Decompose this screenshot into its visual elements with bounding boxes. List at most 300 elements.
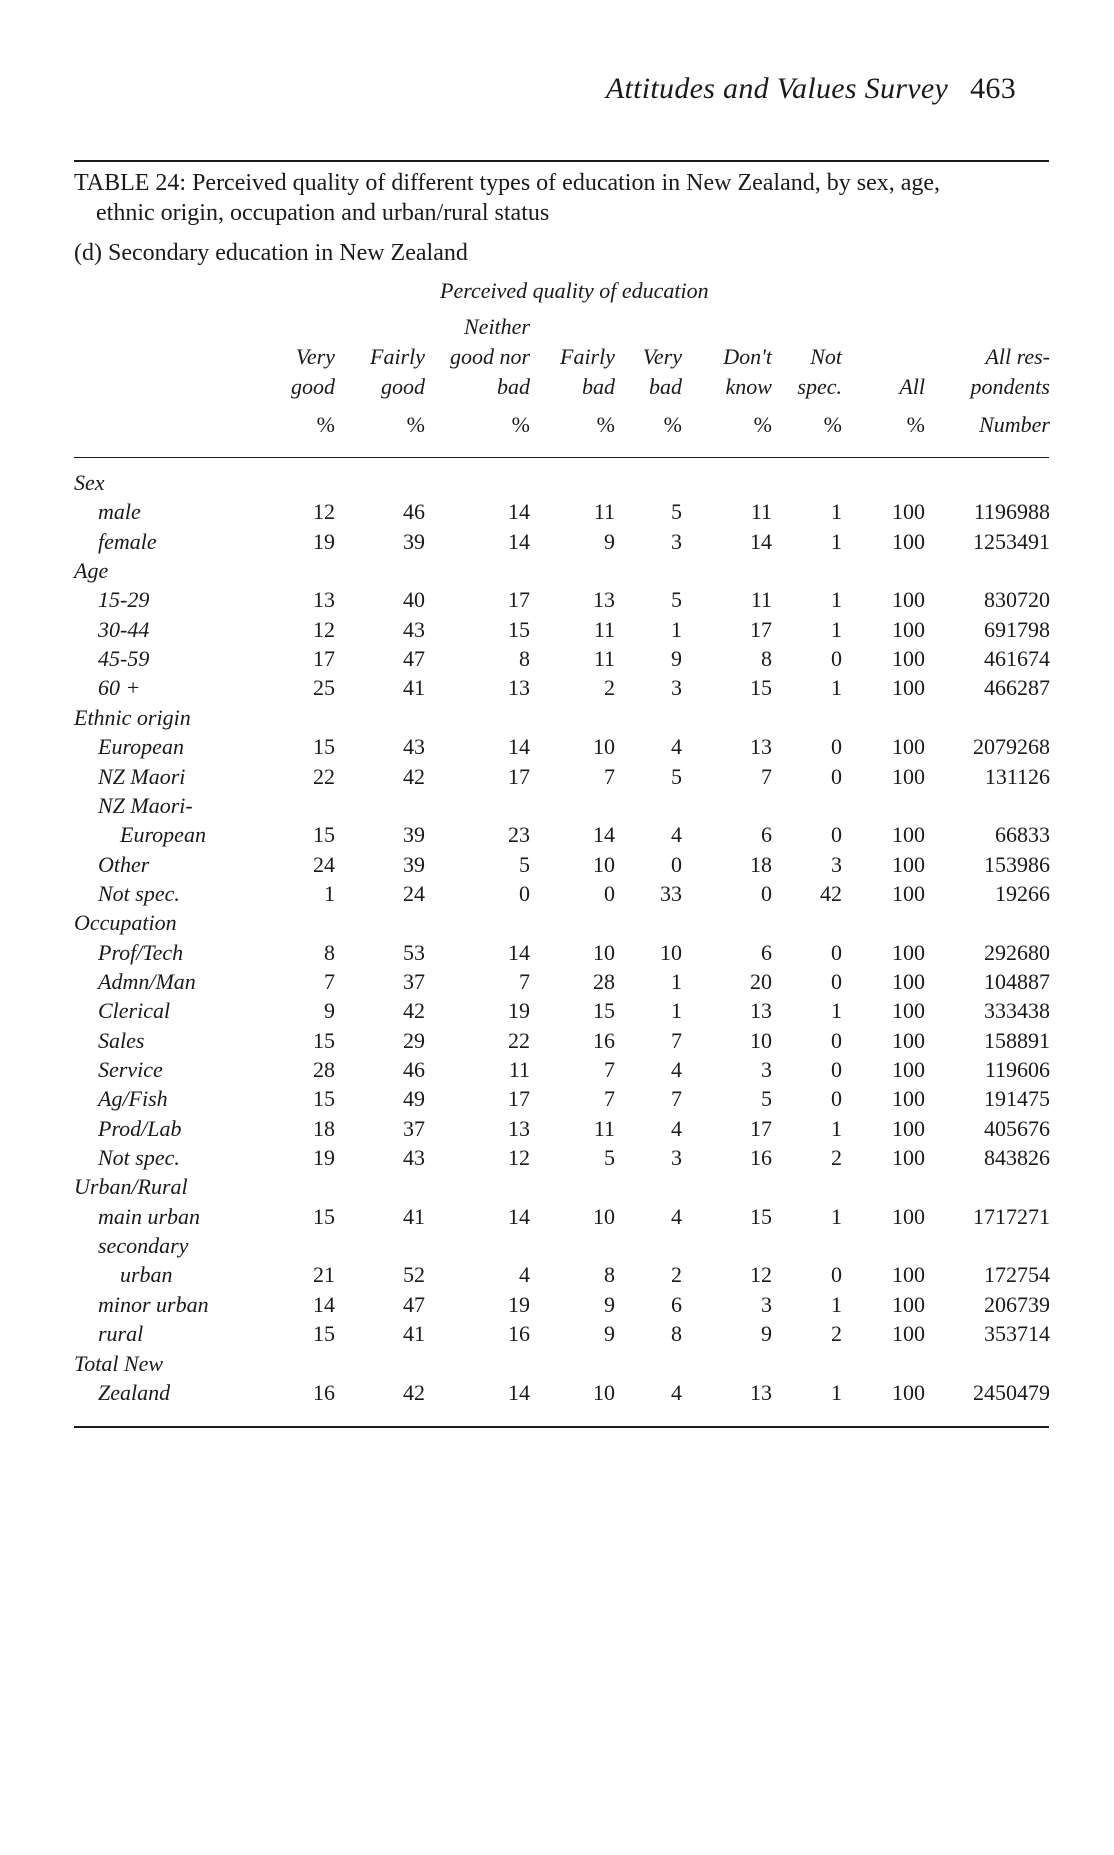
column-header-line <box>772 312 842 342</box>
table-cell: 3 <box>671 528 682 554</box>
table-row <box>0 822 1114 852</box>
table-cell: 6 <box>671 1291 682 1317</box>
column-unit: % <box>663 412 682 437</box>
table-cell: 40 <box>403 587 425 613</box>
table-cell: 43 <box>403 616 425 642</box>
column-header <box>692 312 772 402</box>
table-row <box>0 1086 1114 1116</box>
row-label: NZ Maori- <box>98 792 193 818</box>
table-cell: 46 <box>403 1057 425 1082</box>
table-cell: 14 <box>508 1379 530 1405</box>
row-group-label: Sex <box>74 470 105 495</box>
table-cell: 0 <box>831 1057 842 1082</box>
table-cell: 15 <box>313 1086 335 1112</box>
row-label: secondary <box>98 1233 189 1259</box>
row-label: rural <box>98 1321 144 1347</box>
table-cell: 10 <box>593 851 615 877</box>
table-cell: 10 <box>593 1379 615 1405</box>
table-cell: 19266 <box>995 880 1050 906</box>
table-cell: 0 <box>604 880 615 906</box>
column-header-line: good <box>381 374 425 399</box>
row-label: Prod/Lab <box>98 1115 182 1141</box>
table-cell: 21 <box>313 1262 335 1288</box>
table-cell: 39 <box>403 851 425 877</box>
table-cell: 3 <box>761 1057 772 1082</box>
column-header <box>430 312 530 402</box>
table-cell: 10 <box>593 734 615 760</box>
row-label: 15-29 <box>98 587 150 613</box>
table-cell: 9 <box>324 998 335 1024</box>
table-cell: 15 <box>508 616 530 642</box>
table-cell: 5 <box>671 587 682 613</box>
column-unit: % <box>511 412 530 437</box>
column-header-line: bad <box>649 374 682 399</box>
column-spanner: Perceived quality of education <box>440 278 709 303</box>
row-label: Service <box>98 1057 163 1082</box>
row-group-label: Occupation <box>74 910 177 936</box>
row-label: 30-44 <box>98 616 150 642</box>
table-cell: 24 <box>313 851 335 877</box>
table-row <box>0 1057 1114 1087</box>
row-label: 60 + <box>98 675 141 701</box>
table-cell: 1 <box>671 616 682 642</box>
column-unit: % <box>596 412 615 437</box>
column-header-line: good <box>291 374 335 399</box>
table-cell: 17 <box>750 1115 772 1141</box>
table-cell: 11 <box>750 587 772 613</box>
table-cell: 100 <box>892 1379 925 1405</box>
column-unit: Number <box>979 412 1050 437</box>
column-header-line: know <box>725 374 772 399</box>
table-cell: 13 <box>750 1379 772 1405</box>
table-cell: 100 <box>892 646 925 672</box>
column-unit: % <box>753 412 772 437</box>
table-cell: 42 <box>403 763 425 789</box>
table-cell: 0 <box>831 939 842 965</box>
table-cell: 4 <box>671 1379 682 1405</box>
table-cell: 9 <box>604 1291 615 1317</box>
table-cell: 206739 <box>984 1291 1050 1317</box>
row-label: Other <box>98 851 150 877</box>
table-cell: 10 <box>750 1027 772 1053</box>
table-row <box>0 529 1114 559</box>
table-cell: 42 <box>820 880 842 906</box>
table-row <box>0 675 1114 705</box>
table-cell: 7 <box>671 1027 682 1053</box>
table-cell: 843826 <box>984 1145 1050 1171</box>
table-cell: 131126 <box>984 763 1050 789</box>
column-header-line: Very <box>295 344 335 369</box>
row-label: urban <box>120 1262 173 1288</box>
table-cell: 43 <box>403 1145 425 1171</box>
table-cell: 20 <box>750 968 772 994</box>
table-caption <box>74 168 1049 228</box>
column-unit: % <box>406 412 425 437</box>
table-cell: 353714 <box>984 1321 1050 1347</box>
row-label: Admn/Man <box>98 968 196 994</box>
table-cell: 0 <box>831 734 842 760</box>
table-cell: 18 <box>313 1115 335 1141</box>
table-cell: 53 <box>403 939 425 965</box>
table-cell: 14 <box>508 528 530 554</box>
table-cell: 39 <box>403 528 425 554</box>
header-rule <box>74 457 1049 458</box>
column-header-line <box>265 312 335 342</box>
table-subtitle: (d) Secondary education in New Zealand <box>74 240 468 266</box>
table-cell: 8 <box>519 646 530 672</box>
table-row <box>0 558 1114 588</box>
table-cell: 100 <box>892 1115 925 1141</box>
table-cell: 0 <box>831 1027 842 1053</box>
row-group-label: Ethnic origin <box>74 704 191 730</box>
row-group-label: Age <box>74 558 109 584</box>
table-cell: 153986 <box>984 851 1050 877</box>
top-rule <box>74 160 1049 162</box>
table-row <box>0 881 1114 911</box>
table-cell: 19 <box>313 1145 335 1171</box>
table-cell: 28 <box>313 1057 335 1082</box>
table-cell: 29 <box>403 1027 425 1053</box>
table-cell: 17 <box>508 763 530 789</box>
table-cell: 100 <box>892 939 925 965</box>
table-cell: 39 <box>403 822 425 848</box>
table-cell: 691798 <box>984 616 1050 642</box>
table-cell: 13 <box>508 675 530 701</box>
table-cell: 100 <box>892 998 925 1024</box>
table-cell: 461674 <box>984 646 1050 672</box>
table-cell: 13 <box>750 998 772 1024</box>
table-cell: 3 <box>761 1291 772 1317</box>
table-cell: 11 <box>508 1057 530 1082</box>
table-cell: 7 <box>519 968 530 994</box>
bottom-rule <box>74 1426 1049 1428</box>
table-cell: 28 <box>593 968 615 994</box>
table-cell: 100 <box>892 1321 925 1347</box>
table-cell: 14 <box>508 499 530 525</box>
row-label: Sales <box>98 1027 145 1053</box>
table-cell: 5 <box>671 763 682 789</box>
table-cell: 1 <box>324 880 335 906</box>
column-header <box>865 312 925 402</box>
table-cell: 15 <box>313 1321 335 1347</box>
table-cell: 15 <box>313 734 335 760</box>
table-cell: 37 <box>403 968 425 994</box>
table-cell: 100 <box>892 734 925 760</box>
table-cell: 7 <box>761 763 772 789</box>
row-label: minor urban <box>98 1291 209 1317</box>
table-cell: 19 <box>313 528 335 554</box>
column-header-line: spec. <box>797 374 842 399</box>
row-label: male <box>98 499 141 525</box>
table-cell: 7 <box>604 1086 615 1112</box>
table-row <box>0 1351 1114 1381</box>
table-cell: 4 <box>519 1262 530 1288</box>
table-cell: 1 <box>831 499 842 525</box>
table-row <box>0 617 1114 647</box>
table-cell: 100 <box>892 1145 925 1171</box>
table-cell: 2 <box>671 1262 682 1288</box>
column-header <box>920 312 1050 402</box>
table-cell: 466287 <box>984 675 1050 701</box>
table-cell: 4 <box>671 1057 682 1082</box>
table-cell: 22 <box>313 763 335 789</box>
column-header-line <box>345 312 425 342</box>
table-row <box>0 1145 1114 1175</box>
column-header-line: bad <box>497 374 530 399</box>
column-header-line: Fairly <box>370 344 425 369</box>
table-cell: 24 <box>403 880 425 906</box>
row-label: Not spec. <box>98 1145 180 1171</box>
table-row <box>0 1292 1114 1322</box>
table-cell: 1 <box>831 998 842 1024</box>
caption-line-2: ethnic origin, occupation and urban/rural status <box>96 200 550 226</box>
table-cell: 5 <box>671 499 682 525</box>
table-cell: 1253491 <box>973 528 1050 554</box>
running-head <box>606 72 1016 106</box>
table-cell: 100 <box>892 616 925 642</box>
table-row <box>0 646 1114 676</box>
table-cell: 13 <box>508 1115 530 1141</box>
row-label: Prof/Tech <box>98 939 184 965</box>
table-cell: 12 <box>508 1145 530 1171</box>
table-cell: 25 <box>313 675 335 701</box>
table-cell: 4 <box>671 822 682 848</box>
table-cell: 15 <box>313 1027 335 1053</box>
table-cell: 16 <box>750 1145 772 1171</box>
table-row <box>0 998 1114 1028</box>
table-cell: 100 <box>892 528 925 554</box>
table-cell: 42 <box>403 998 425 1024</box>
table-cell: 47 <box>403 646 425 672</box>
table-cell: 100 <box>892 1291 925 1317</box>
table-cell: 4 <box>671 1203 682 1229</box>
column-header-line: Neither <box>464 314 530 339</box>
table-row <box>0 705 1114 735</box>
table-cell: 100 <box>892 880 925 906</box>
table-row <box>0 1380 1114 1410</box>
table-cell: 1 <box>831 528 842 554</box>
table-row <box>0 969 1114 999</box>
column-header-line <box>920 312 1050 342</box>
table-cell: 7 <box>604 1057 615 1082</box>
table-cell: 17 <box>508 587 530 613</box>
table-cell: 158891 <box>984 1027 1050 1053</box>
table-cell: 46 <box>403 499 425 525</box>
table-cell: 1 <box>671 998 682 1024</box>
table-cell: 14 <box>508 734 530 760</box>
column-header-line <box>535 312 615 342</box>
table-cell: 15 <box>313 822 335 848</box>
row-label: NZ Maori <box>98 763 186 789</box>
table-cell: 2 <box>604 675 615 701</box>
table-cell: 100 <box>892 1262 925 1288</box>
table-cell: 11 <box>593 646 615 672</box>
table-cell: 100 <box>892 968 925 994</box>
table-cell: 14 <box>593 822 615 848</box>
table-cell: 13 <box>593 587 615 613</box>
row-label: female <box>98 528 157 554</box>
table-cell: 0 <box>831 1262 842 1288</box>
column-unit: % <box>823 412 842 437</box>
table-cell: 11 <box>593 616 615 642</box>
table-cell: 191475 <box>984 1086 1050 1112</box>
column-header-line: good nor <box>449 344 530 369</box>
column-header-line: pondents <box>970 374 1050 399</box>
table-cell: 12 <box>750 1262 772 1288</box>
table-cell: 37 <box>403 1115 425 1141</box>
table-cell: 13 <box>750 734 772 760</box>
table-cell: 1 <box>831 587 842 613</box>
table-row <box>0 1262 1114 1292</box>
table-cell: 43 <box>403 734 425 760</box>
table-row <box>0 1116 1114 1146</box>
table-cell: 17 <box>508 1086 530 1112</box>
table-cell: 15 <box>750 1203 772 1229</box>
table-cell: 2 <box>831 1145 842 1171</box>
table-row <box>0 499 1114 529</box>
page-number: 463 <box>970 72 1016 105</box>
table-cell: 16 <box>593 1027 615 1053</box>
column-header <box>622 312 682 402</box>
table-cell: 1 <box>831 1203 842 1229</box>
table-row <box>0 940 1114 970</box>
column-unit: % <box>316 412 335 437</box>
table-cell: 333438 <box>984 998 1050 1024</box>
table-cell: 15 <box>313 1203 335 1229</box>
table-cell: 1 <box>831 616 842 642</box>
table-cell: 17 <box>750 616 772 642</box>
table-cell: 49 <box>403 1086 425 1112</box>
table-cell: 100 <box>892 675 925 701</box>
table-cell: 100 <box>892 1057 925 1082</box>
table-cell: 23 <box>508 822 530 848</box>
table-cell: 0 <box>831 1086 842 1112</box>
table-cell: 100 <box>892 1027 925 1053</box>
table-cell: 292680 <box>984 939 1050 965</box>
table-cell: 41 <box>403 675 425 701</box>
table-cell: 100 <box>892 1203 925 1229</box>
table-row <box>0 1174 1114 1204</box>
table-cell: 14 <box>508 1203 530 1229</box>
table-cell: 15 <box>593 998 615 1024</box>
table-row <box>0 1233 1114 1263</box>
table-cell: 0 <box>519 880 530 906</box>
table-row <box>0 910 1114 940</box>
table-cell: 6 <box>761 939 772 965</box>
table-cell: 3 <box>831 851 842 877</box>
column-header-line <box>865 342 925 372</box>
row-label: Not spec. <box>98 880 180 906</box>
row-label: main urban <box>98 1203 201 1229</box>
table-cell: 2450479 <box>973 1379 1050 1405</box>
table-cell: 11 <box>593 499 615 525</box>
table-cell: 14 <box>313 1291 335 1317</box>
table-cell: 10 <box>593 939 615 965</box>
table-cell: 1717271 <box>973 1203 1050 1229</box>
table-cell: 16 <box>508 1321 530 1347</box>
column-header-line: All <box>899 374 925 399</box>
table-cell: 1 <box>831 1291 842 1317</box>
table-cell: 9 <box>761 1321 772 1347</box>
table-cell: 42 <box>403 1379 425 1405</box>
table-cell: 11 <box>593 1115 615 1141</box>
table-cell: 1 <box>831 1115 842 1141</box>
column-header-line: Fairly <box>560 344 615 369</box>
table-cell: 19 <box>508 1291 530 1317</box>
column-header-line <box>622 312 682 342</box>
table-cell: 10 <box>660 939 682 965</box>
table-cell: 8 <box>604 1262 615 1288</box>
table-cell: 5 <box>519 851 530 877</box>
table-cell: 0 <box>671 851 682 877</box>
table-cell: 19 <box>508 998 530 1024</box>
table-cell: 0 <box>831 822 842 848</box>
table-cell: 15 <box>750 675 772 701</box>
table-cell: 52 <box>403 1262 425 1288</box>
table-cell: 1196988 <box>973 499 1050 525</box>
row-label: European <box>120 822 206 848</box>
table-cell: 41 <box>403 1321 425 1347</box>
table-cell: 1 <box>671 968 682 994</box>
table-row <box>0 852 1114 882</box>
row-label: 45-59 <box>98 646 150 672</box>
table-cell: 5 <box>761 1086 772 1112</box>
table-cell: 14 <box>508 939 530 965</box>
table-cell: 8 <box>671 1321 682 1347</box>
column-header-line: Don't <box>723 344 772 369</box>
column-header-line <box>692 312 772 342</box>
table-cell: 104887 <box>984 968 1050 994</box>
table-row <box>0 793 1114 823</box>
table-cell: 16 <box>313 1379 335 1405</box>
table-cell: 2 <box>831 1321 842 1347</box>
table-cell: 3 <box>671 675 682 701</box>
table-cell: 9 <box>604 528 615 554</box>
table-cell: 33 <box>660 880 682 906</box>
table-cell: 8 <box>761 646 772 672</box>
table-cell: 830720 <box>984 587 1050 613</box>
table-row <box>0 1321 1114 1351</box>
table-row <box>0 587 1114 617</box>
table-row <box>0 764 1114 794</box>
table-cell: 14 <box>750 528 772 554</box>
table-cell: 22 <box>508 1027 530 1053</box>
column-header-line: Not <box>810 344 842 369</box>
column-header-line <box>865 312 925 342</box>
table-cell: 12 <box>313 616 335 642</box>
table-cell: 13 <box>313 587 335 613</box>
table-cell: 41 <box>403 1203 425 1229</box>
table-row <box>0 1028 1114 1058</box>
table-cell: 12 <box>313 499 335 525</box>
table-cell: 405676 <box>984 1115 1050 1141</box>
table-cell: 7 <box>671 1086 682 1112</box>
row-label: Clerical <box>98 998 171 1024</box>
row-group-label: Urban/Rural <box>74 1174 188 1200</box>
table-cell: 100 <box>892 1086 925 1112</box>
column-header-line: Very <box>642 344 682 369</box>
table-cell: 10 <box>593 1203 615 1229</box>
table-cell: 100 <box>892 587 925 613</box>
row-label: Ag/Fish <box>98 1086 168 1112</box>
table-cell: 172754 <box>984 1262 1050 1288</box>
table-cell: 0 <box>761 880 772 906</box>
table-cell: 1 <box>831 675 842 701</box>
table-cell: 18 <box>750 851 772 877</box>
table-row <box>0 1204 1114 1234</box>
table-cell: 5 <box>604 1145 615 1171</box>
table-cell: 100 <box>892 851 925 877</box>
